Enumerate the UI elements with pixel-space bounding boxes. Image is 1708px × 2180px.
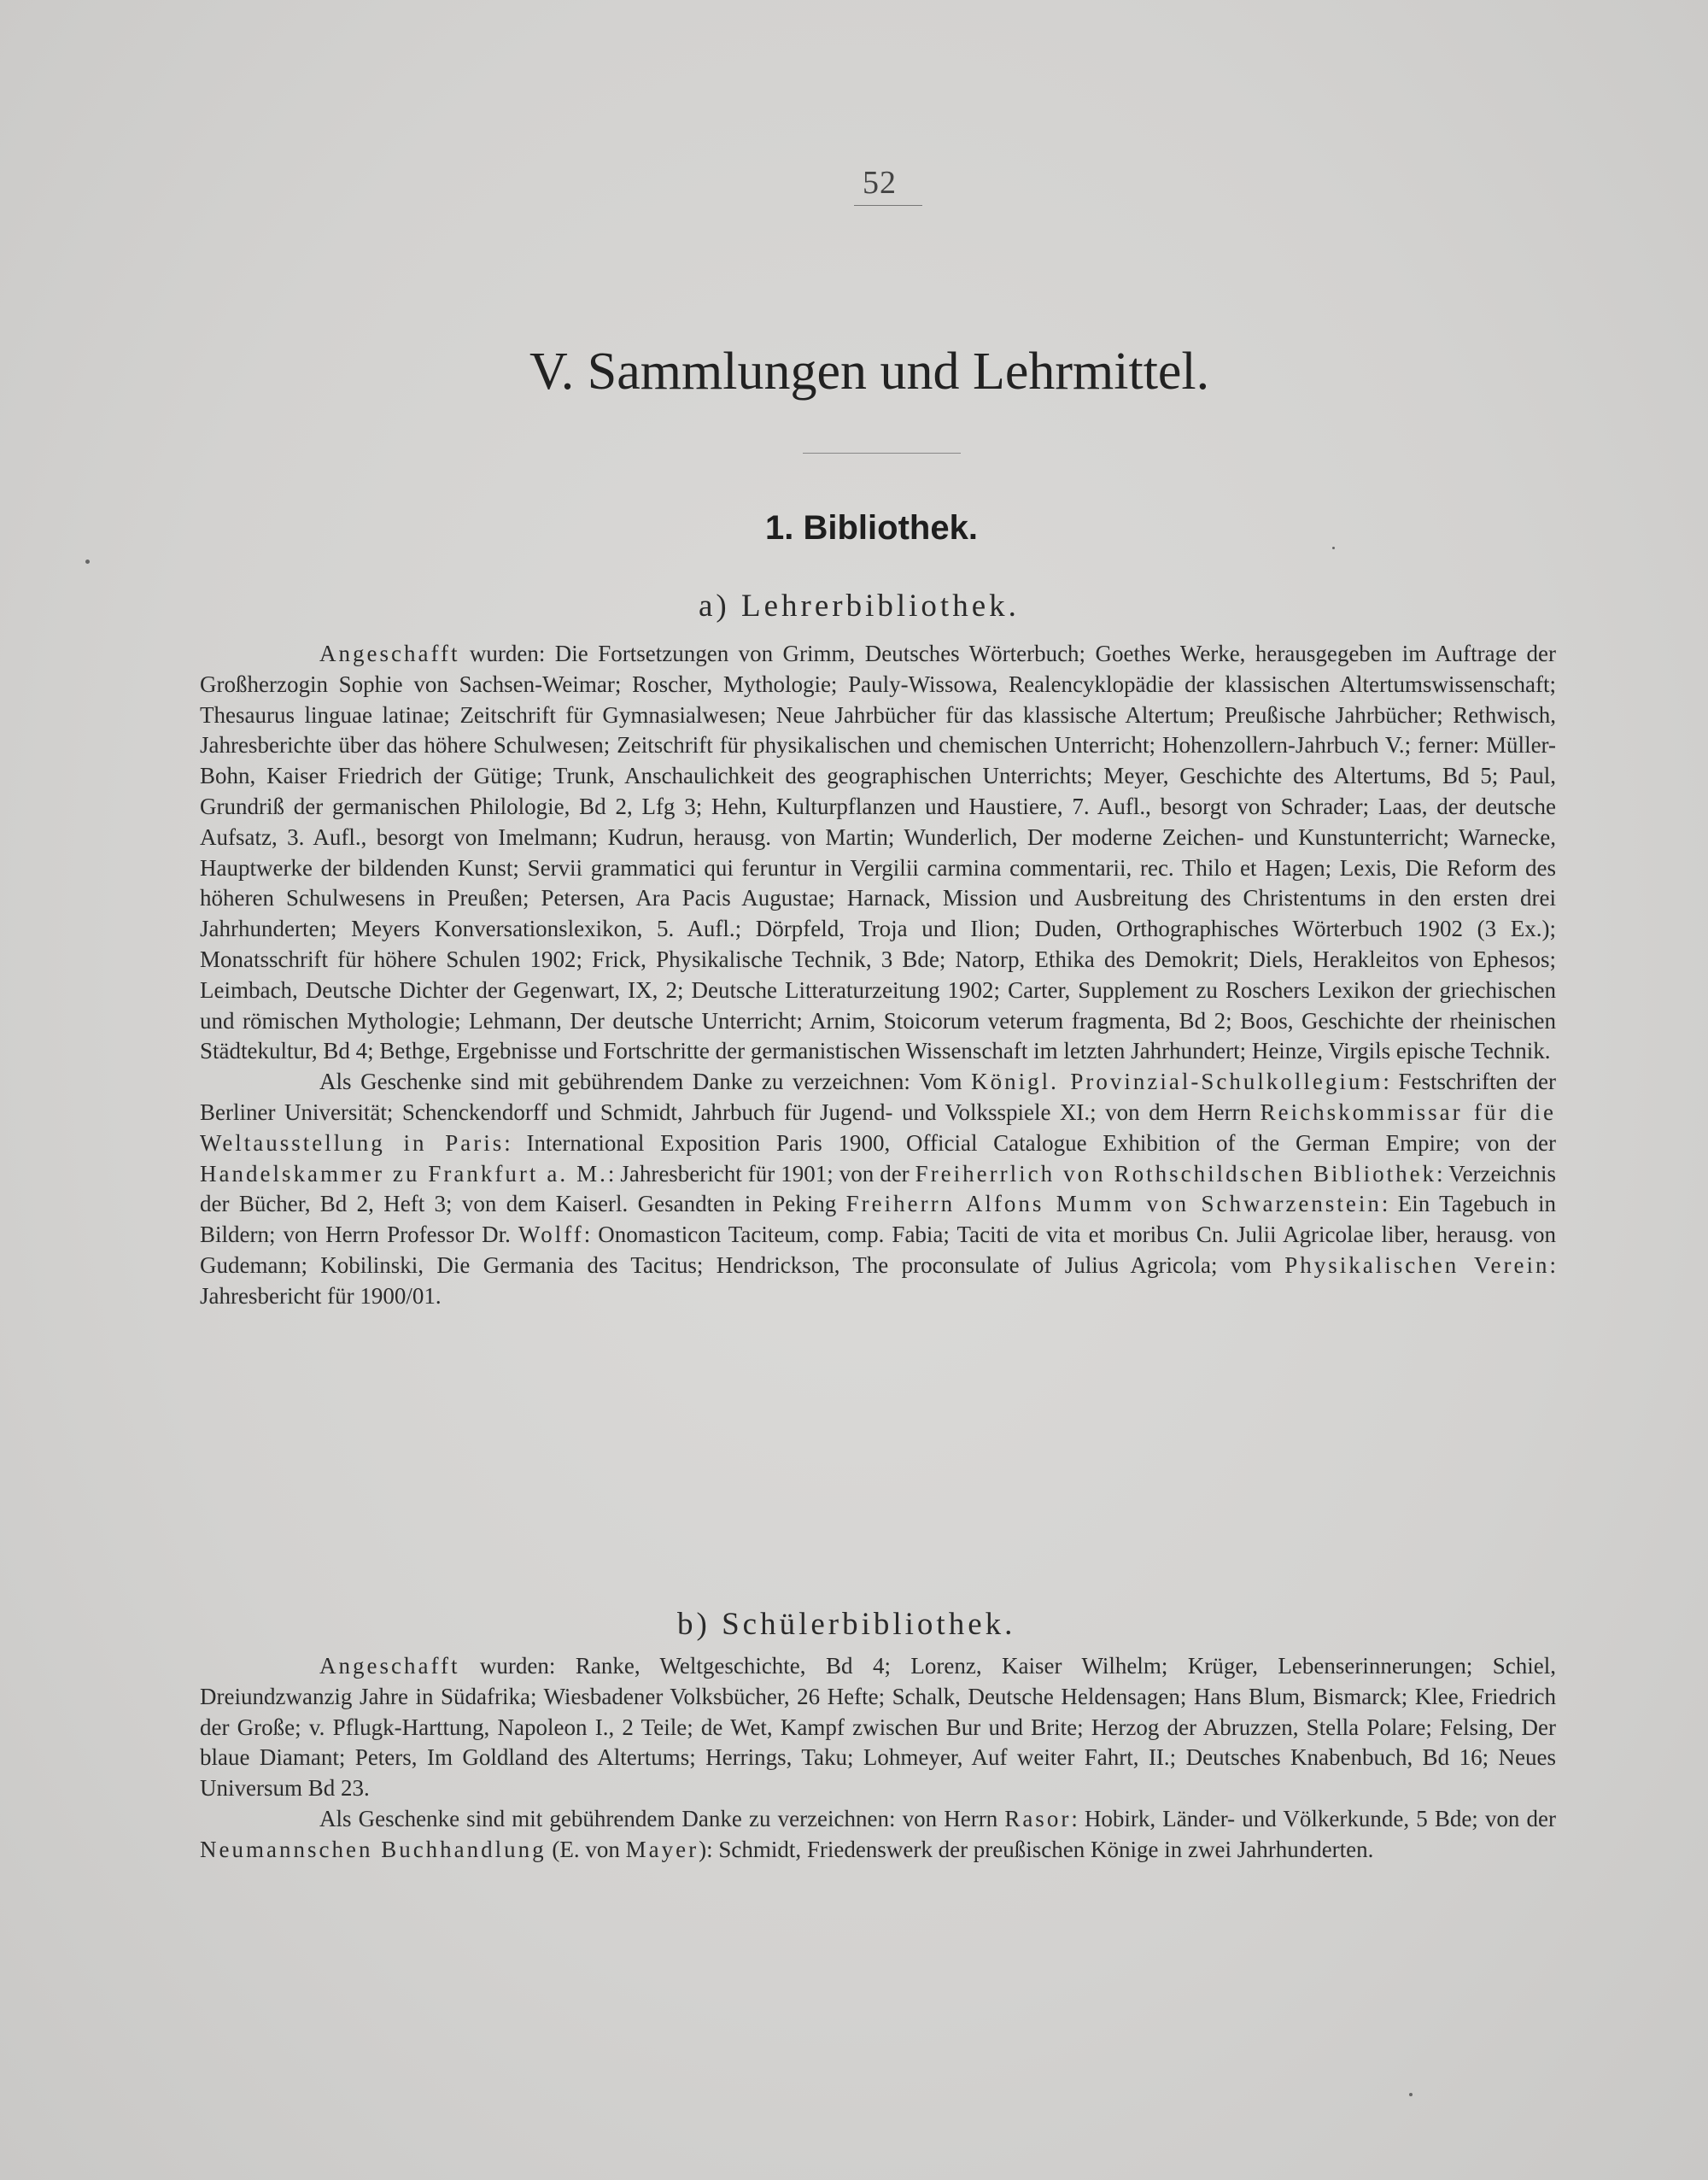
schuelerbibliothek-gifts-paragraph: [200, 1804, 1556, 1866]
donor-name: Königl. Provinzial-Schulkollegium: [971, 1069, 1383, 1095]
gifts-text: : Jahresbericht für 1900/01.: [200, 1251, 1557, 1309]
gifts-text: : Onomasticon Taciteum, comp. Fabia; Taciti de vita et moribus Cn. Julii Agricolae liber, herausg. von Gudemann; Kobilinski, Die Germania des Tacitus; Hendrickson, The proconsulate of Julius Agricola; vom: [200, 1222, 1556, 1278]
gifts-text: : Festschriften der Berliner Universität; Schenckendorff und Schmidt, Jahrbuch für Jugend- und Volksspiele XI.; von dem Herrn: [200, 1069, 1557, 1125]
gifts-text: : Ein Tagebuch in Bildern; von Herrn Professor Dr.: [200, 1191, 1556, 1248]
page-number: 52: [863, 165, 897, 201]
gifts-text: Als Geschenke sind mit gebührendem Danke zu verzeichnen: von Herrn: [319, 1805, 998, 1831]
donor-name: Reichskommissar für die Weltausstellung in Paris: [200, 1099, 1557, 1156]
chapter-title: V. Sammlungen und Lehrmittel.: [529, 343, 1210, 401]
paper-speck: [1332, 547, 1335, 549]
donor-name: Neumannschen Buchhandlung: [200, 1836, 547, 1862]
acquisitions-text: wurden: Die Fortsetzungen von Grimm, Deutsches Wörterbuch; Goethes Werke, herausgegeben im Auftrage der Großherzogin Sophie von Sachsen-Weimar; Roscher, Mythologie; Pauly-Wissowa, Realencyklopädie der klassischen Altertumswissenschaft; Thesaurus linguae latinae; Zeitschrift für Gymnasialwesen; Neue Jahrbücher für das klassische Altertum; Preußische Jahrbücher; Rethwisch, Jahresberichte über das höhere Schulwesen; Zeitschrift für physikalischen und chemischen Unterricht; Hohenzollern-Jahrbuch V.; ferner: Müller-Bohn, Kaiser Friedrich der Gütige; Trunk, Anschaulichkeit des geographischen Unterrichts; Meyer, Geschichte des Altertums, Bd 5; Paul, Grundriß der germanischen Philologie, Bd 2, Lfg 3; Hehn, Kulturpflanzen und Haustiere, 7. Aufl., besorgt von Schrader; Laas, der deutsche Aufsatz, 3. Aufl., besorgt von Imelmann; Kudrun, herausg. von Martin; Wunderlich, Der moderne Zeichen- und Kunstunterricht; Warnecke, Hauptwerke der bildenden Kunst; Servii grammatici qui feruntur in Vergilii carmina commentarii, rec. Thilo et Hagen; Lexis, Die Reform des höheren Schulwesens in Preußen; Petersen, Ara Pacis Augustae; Harnack, Mission und Ausbreitung des Christentums in den ersten drei Jahrhunderten; Meyers Konversationslexikon, 5. Aufl.; Dörpfeld, Troja und Ilion; Duden, Orthographisches Wörterbuch 1902 (3 Ex.); Monatsschrift für höhere Schulen 1902; Frick, Physikalische Technik, 3 Bde; Natorp, Ethika des Demokrit; Diels, Herakleitos von Ephesos; Leimbach, Deutsche Dichter der Gegenwart, IX, 2; Deutsche Litteraturzeitung 1902; Carter, Supplement zu Roschers Lexikon der griechischen und römischen Mythologie; Lehmann, Der deutsche Unterricht; Arnim, Stoicorum veterum fragmenta, Bd 2; Boos, Geschichte der rheinischen Städtekultur, Bd 4; Bethge, Ergebnisse und Fortschritte der germanistischen Wissenschaft im letzten Jahrhundert; Heinze, Virgils epische Technik.: [200, 641, 1557, 1064]
donor-name: Freiherrn Alfons Mumm von Schwarzenstein: [845, 1191, 1382, 1217]
donor-name: Wolff: [518, 1222, 584, 1248]
acquisitions-lead: Angeschafft: [319, 1653, 460, 1679]
donor-name: Physikalischen Verein: [1284, 1251, 1550, 1278]
title-rule: [803, 453, 961, 454]
paper-speck: [1409, 2093, 1413, 2096]
paper-speck: [85, 560, 90, 564]
donor-name: Freiherrlich von Rothschildschen Bibliothek: [915, 1160, 1437, 1187]
schuelerbibliothek-acquisitions-paragraph: [200, 1651, 1556, 1804]
lehrerbibliothek-text: [200, 639, 1556, 1312]
gifts-text: : International Exposition Paris 1900, Official Catalogue Exhibition of the German Empire; von der: [504, 1129, 1557, 1156]
donor-name: Mayer: [625, 1836, 699, 1862]
gifts-text: (E. von: [552, 1836, 620, 1862]
donor-name: Handelskammer zu Frankfurt a. M.: [200, 1160, 608, 1187]
lehrerbibliothek-gifts-paragraph: [200, 1067, 1556, 1311]
schuelerbibliothek-text: [200, 1651, 1556, 1866]
page-number-rule: [854, 205, 922, 206]
gifts-text: : Jahresbericht für 1901; von der: [607, 1160, 910, 1187]
subsection-title-schuelerbibliothek: b) Schülerbibliothek.: [677, 1607, 1016, 1642]
section-title: 1. Bibliothek.: [765, 509, 978, 547]
subsection-title-lehrerbibliothek: a) Lehrerbibliothek.: [699, 589, 1020, 624]
gifts-text: : Verzeichnis der Bücher, Bd 2, Heft 3; von dem Kaiserl. Gesandten in Peking: [200, 1160, 1557, 1217]
gifts-text: Als Geschenke sind mit gebührendem Danke zu verzeichnen: Vom: [319, 1069, 962, 1095]
lehrerbibliothek-acquisitions-paragraph: [200, 639, 1556, 1067]
gifts-text: : Hobirk, Länder- und Völkerkunde, 5 Bde; von der: [1071, 1805, 1556, 1831]
donor-name: Rasor: [1004, 1805, 1072, 1831]
acquisitions-text: wurden: Ranke, Weltgeschichte, Bd 4; Lorenz, Kaiser Wilhelm; Krüger, Lebenserinnerungen; Schiel, Dreiundzwanzig Jahre in Südafrika; Wiesbadener Volksbücher, 26 Hefte; Schalk, Deutsche Heldensagen; Hans Blum, Bismarck; Klee, Friedrich der Große; v. Pflugk-Harttung, Napoleon I., 2 Teile; de Wet, Kampf zwischen Bur und Brite; Herzog der Abruzzen, Stella Polare; Felsing, Der blaue Diamant; Peters, Im Goldland des Altertums; Herrings, Taku; Lohmeyer, Auf weiter Fahrt, II.; Deutsches Knabenbuch, Bd 16; Neues Universum Bd 23.: [200, 1653, 1557, 1802]
gifts-text: ): Schmidt, Friedenswerk der preußischen Könige in zwei Jahrhunderten.: [699, 1836, 1374, 1862]
acquisitions-lead: Angeschafft: [319, 641, 460, 666]
